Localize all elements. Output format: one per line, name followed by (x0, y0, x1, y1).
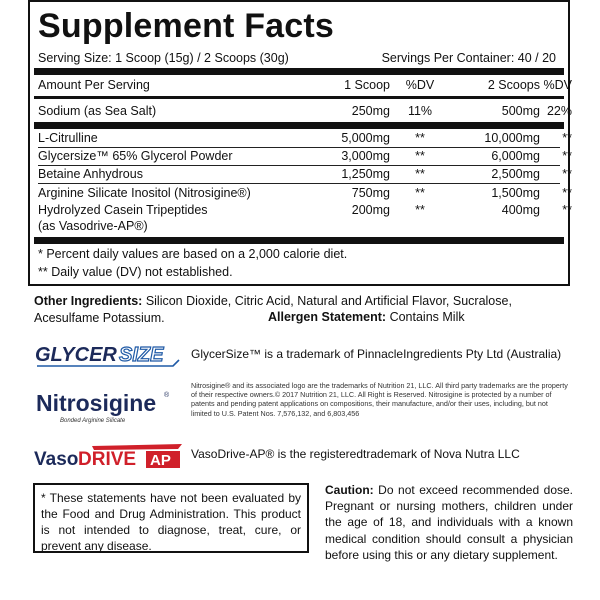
serving-size: Serving Size: 1 Scoop (15g) / 2 Scoops (30g) (38, 51, 289, 65)
ingredient-name: Hydrolyzed Casein Tripeptides (38, 203, 208, 217)
glycersize-logo-text-b: SIZE (119, 344, 164, 366)
divider-thick (34, 68, 564, 75)
nitrosigine-logo-subtitle: Bonded Arginine Silicate (60, 418, 126, 424)
footnote-percent-dv: * Percent daily values are based on a 2,000 calorie diet. (38, 247, 348, 261)
ingredient-row-continued (38, 218, 560, 234)
sodium-row (38, 103, 572, 119)
header-one-scoop: 1 Scoop (344, 78, 390, 92)
header-dv1: %DV (405, 78, 435, 92)
supplement-facts-panel (28, 0, 570, 286)
vasodrive-logo (32, 440, 184, 470)
header-row (38, 77, 572, 93)
ingredient-name: L-Citrulline (38, 131, 98, 145)
serving-info (38, 51, 560, 67)
divider-thin (38, 183, 560, 184)
svg-text:®: ® (164, 392, 170, 399)
ingredient-name-line2: (as Vasodrive-AP®) (38, 219, 148, 233)
dv-two-scoops: 22% (546, 104, 572, 118)
caution-label: Caution: (325, 483, 374, 497)
caution-text: Do not exceed recommended dose. Pregnant or nursing mothers, children under the age of 18, and individuals with a known medical condition should consult a physician before using this or any dietary supplement. (325, 483, 573, 562)
servings-per-container: Servings Per Container: 40 / 20 (381, 51, 556, 65)
allergen-label: Allergen Statement: (268, 310, 387, 324)
ingredient-row (38, 148, 572, 164)
ingredient-row (38, 130, 572, 146)
amount-one-scoop: 200mg (351, 203, 390, 217)
nitrosigine-logo-text: Nitrosigine (36, 390, 157, 416)
vasodrive-trademark-text: VasoDrive-AP® is the registeredtrademark of Nova Nutra LLC (191, 447, 520, 461)
vasodrive-logo-text-a: Vaso (34, 449, 79, 470)
fda-disclaimer-box: * These statements have not been evaluated by the Food and Drug Administration. This product is not intended to diagnose, treat, cure, or prevent any disease. (33, 483, 309, 553)
allergen-statement (268, 310, 465, 324)
amount-two-scoops: 500mg (501, 104, 540, 118)
amount-two-scoops: 2,500mg (491, 167, 540, 181)
amount-one-scoop: 5,000mg (341, 131, 390, 145)
other-ingredients-label: Other Ingredients: (34, 294, 143, 308)
dv-one-scoop: ** (415, 131, 425, 145)
dv-two-scoops: ** (562, 131, 572, 145)
nitrosigine-trademark-text: Nitrosigine® and its associated logo are the trademarks of Nutrition 21, LLC. All third party trademarks are the property of their respective owners.© 2017 Nutrition 21, LLC. All Right is Reserved. Nitrosigine is protected by a number of patents and pending patent applications on compositions, their manufacture, and/or their uses, including, but not limited to U.S. Patent Nos. 7,576,132, and 6,803,456 (191, 381, 568, 418)
vasodrive-logo-text-c: AP (150, 452, 171, 469)
header-two-scoops: 2 Scoops (487, 78, 540, 92)
glycersize-logo-text-a: GLYCER (35, 344, 117, 366)
dv-two-scoops: ** (562, 186, 572, 200)
dv-one-scoop: ** (415, 203, 425, 217)
divider-thick (34, 122, 564, 129)
amount-two-scoops: 1,500mg (491, 186, 540, 200)
vasodrive-logo-text-b: DRIVE (78, 449, 137, 470)
other-ingredients-text: Silicon Dioxide, Citric Acid, Natural and Artificial Flavor, Sucralose, Acesulfame Potassium. (34, 294, 512, 325)
allergen-text: Contains Milk (386, 310, 465, 324)
divider-medium (34, 96, 564, 99)
divider-thick (34, 237, 564, 244)
glycersize-logo (33, 340, 181, 368)
dv-one-scoop: ** (415, 149, 425, 163)
dv-one-scoop: ** (415, 186, 425, 200)
panel-title: Supplement Facts (38, 7, 335, 45)
amount-one-scoop: 250mg (351, 104, 390, 118)
amount-one-scoop: 750mg (351, 186, 390, 200)
header-dv2: %DV (543, 78, 572, 92)
caution-statement (325, 482, 573, 563)
ingredient-name: Glycersize™ 65% Glycerol Powder (38, 149, 233, 163)
amount-one-scoop: 3,000mg (341, 149, 390, 163)
dv-one-scoop: 11% (407, 104, 433, 118)
glycersize-trademark-text: GlycerSize™ is a trademark of PinnacleIngredients Pty Ltd (Australia) (191, 347, 562, 361)
dv-two-scoops: ** (562, 203, 572, 217)
ingredient-name: Sodium (as Sea Salt) (38, 104, 157, 118)
dv-one-scoop: ** (415, 167, 425, 181)
dv-two-scoops: ** (562, 167, 572, 181)
amount-two-scoops: 10,000mg (484, 131, 540, 145)
ingredient-row (38, 166, 572, 182)
dv-two-scoops: ** (562, 149, 572, 163)
ingredient-name: Arginine Silicate Inositol (Nitrosigine®) (38, 186, 251, 200)
nitrosigine-logo (34, 386, 174, 426)
amount-one-scoop: 1,250mg (341, 167, 390, 181)
amount-two-scoops: 400mg (501, 203, 540, 217)
ingredient-row (38, 202, 572, 218)
footnote-dv-not-established: ** Daily value (DV) not established. (38, 265, 233, 279)
ingredient-row (38, 185, 572, 201)
header-amount: Amount Per Serving (38, 78, 150, 92)
amount-two-scoops: 6,000mg (491, 149, 540, 163)
ingredient-name: Betaine Anhydrous (38, 167, 143, 181)
